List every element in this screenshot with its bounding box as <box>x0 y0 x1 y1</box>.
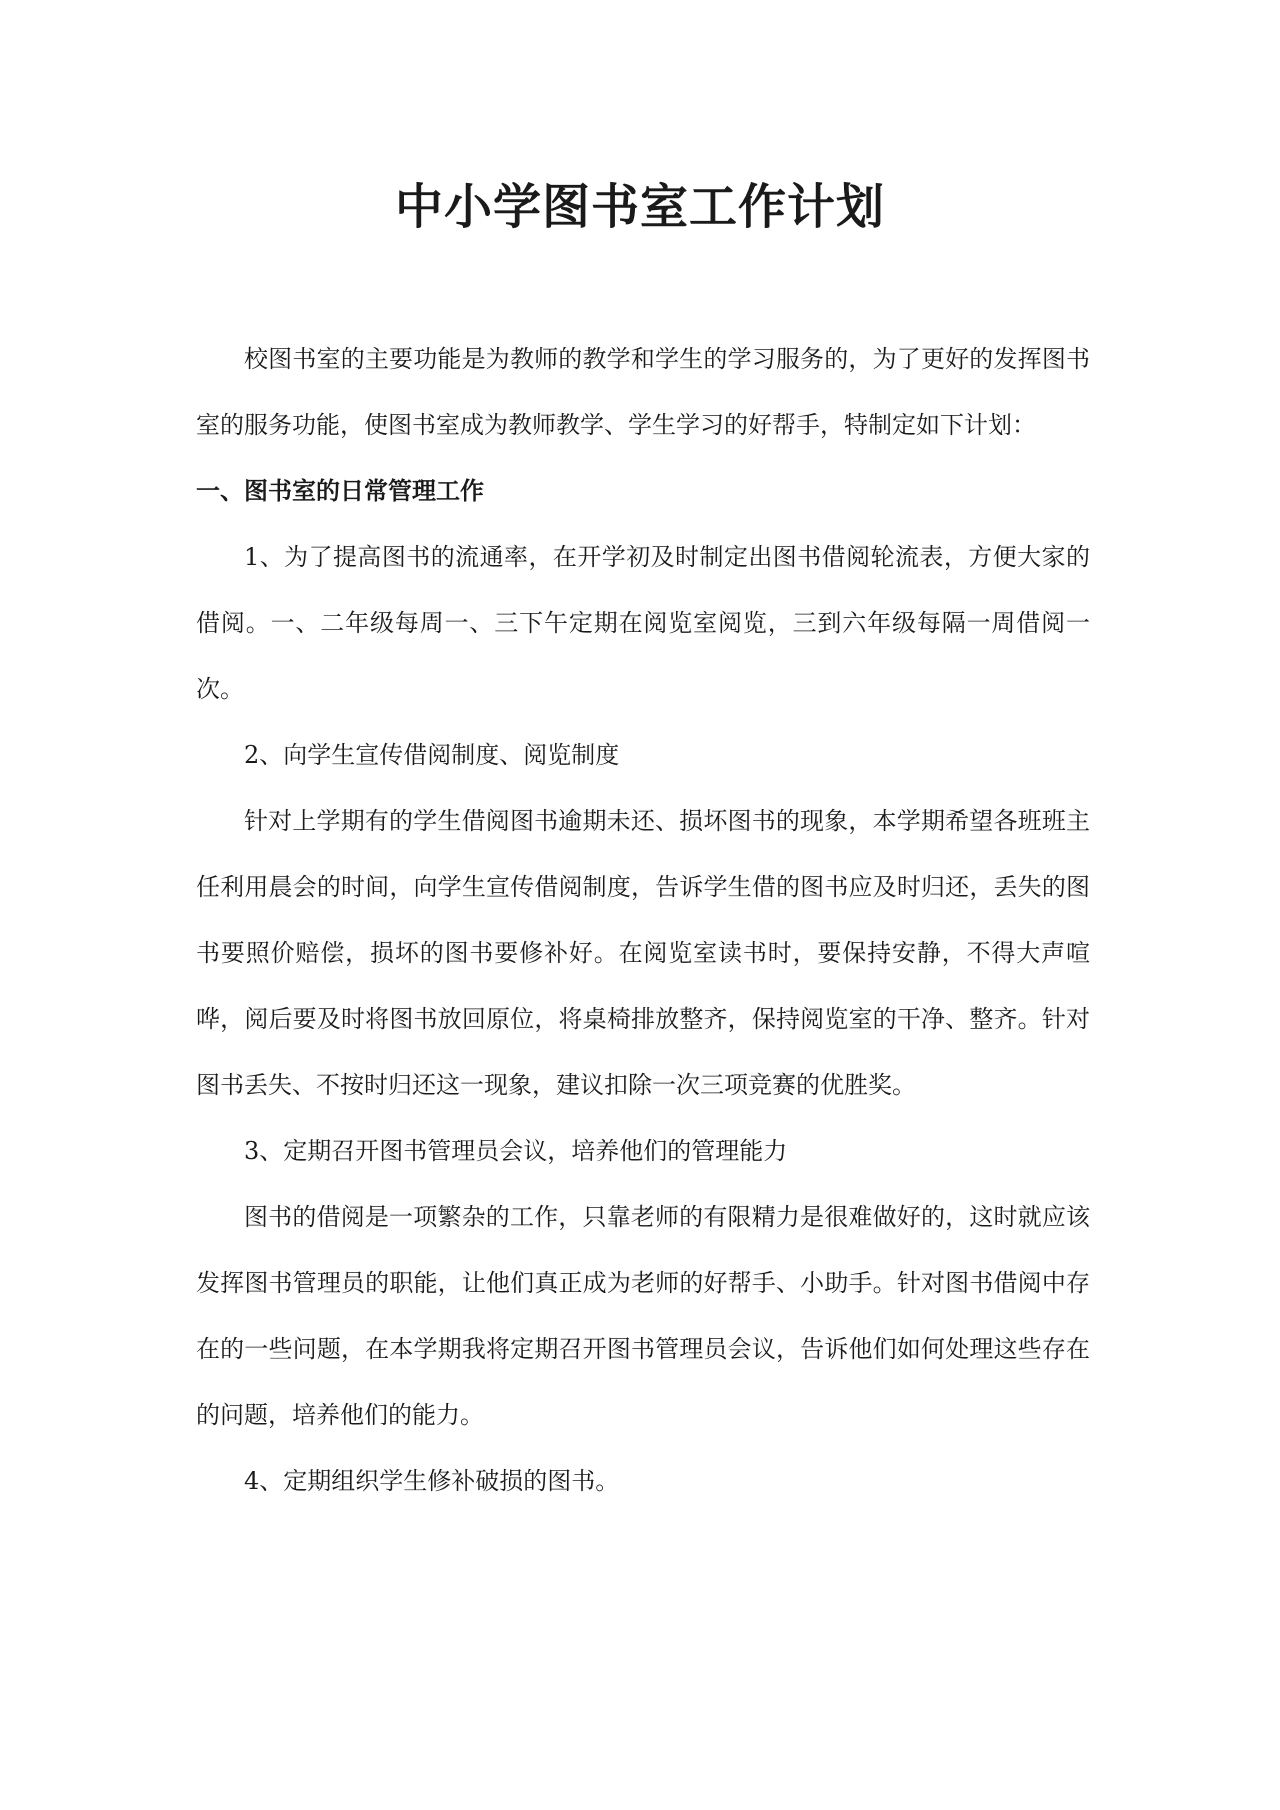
paragraph-item-4: 4、定期组织学生修补破损的图书。 <box>244 1467 620 1495</box>
paragraph-intro: 校图书室的主要功能是为教师的教学和学生的学习服务的，为了更好的发挥图书室的服务功能，使图书室成为教师教学、学生学习的好帮手，特制定如下计划： <box>196 345 1090 439</box>
paragraph-item-2: 2、向学生宣传借阅制度、阅览制度 <box>244 741 620 769</box>
section-heading-daily-management: 一、图书室的日常管理工作 <box>196 476 484 505</box>
page-title: 中小学图书室工作计划 <box>394 179 885 235</box>
paragraph-item-2-detail: 针对上学期有的学生借阅图书逾期未还、损坏图书的现象，本学期希望各班班主任利用晨会的时间，向学生宣传借阅制度，告诉学生借的图书应及时归还，丢失的图书要照价赔偿，损坏的图书要修补好。在阅览室读书时，要保持安静，不得大声喧哗，阅后要及时将图书放回原位，将桌椅排放整齐，保持阅览室的干净、整齐。针对图书丢失、不按时归还这一现象，建议扣除一次三项竞赛的优胜奖。 <box>196 807 1090 1099</box>
paragraph-item-3-detail: 图书的借阅是一项繁杂的工作，只靠老师的有限精力是很难做好的，这时就应该发挥图书管理员的职能，让他们真正成为老师的好帮手、小助手。针对图书借阅中存在的一些问题，在本学期我将定期召开图书管理员会议，告诉他们如何处理这些存在的问题，培养他们的能力。 <box>196 1203 1090 1429</box>
document-body <box>196 326 1090 1514</box>
paragraph-item-3: 3、定期召开图书管理员会议，培养他们的管理能力 <box>244 1137 788 1165</box>
paragraph-item-1: 1、为了提高图书的流通率，在开学初及时制定出图书借阅轮流表，方便大家的借阅。一、二年级每周一、三下午定期在阅览室阅览，三到六年级每隔一周借阅一次。 <box>196 543 1090 703</box>
